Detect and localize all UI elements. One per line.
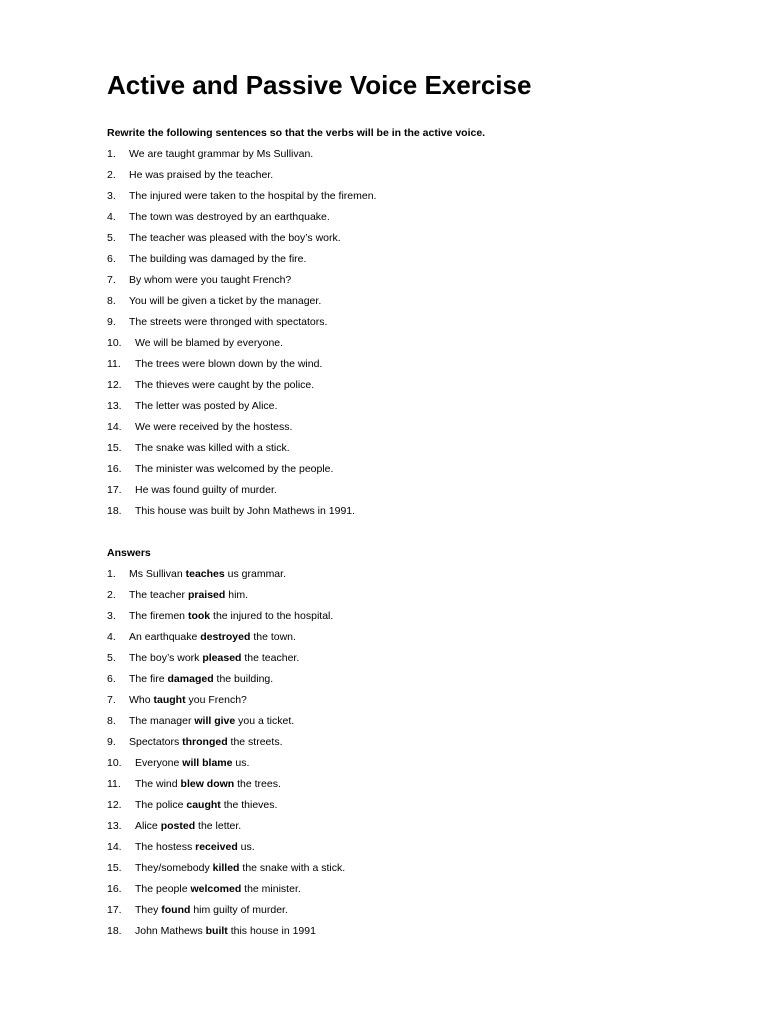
question-text: The minister was welcomed by the people.: [135, 463, 334, 475]
answer-text-before: John Mathews: [135, 925, 206, 937]
answer-text-before: The teacher: [129, 589, 188, 601]
question-text: The injured were taken to the hospital by the firemen.: [129, 190, 377, 202]
question-item: [107, 482, 376, 503]
answer-text-before: Ms Sullivan: [129, 568, 186, 580]
question-item: [107, 251, 376, 272]
question-text: The thieves were caught by the police.: [135, 379, 315, 391]
exercise-instruction: Rewrite the following sentences so that the verbs will be in the active voice.: [107, 127, 486, 139]
answer-item: [107, 629, 345, 650]
question-item: [107, 167, 376, 188]
question-number: 18.: [107, 505, 122, 517]
question-text: The building was damaged by the fire.: [129, 253, 307, 265]
question-text: The town was destroyed by an earthquake.: [129, 211, 330, 223]
question-item: [107, 356, 376, 377]
answer-number: 13.: [107, 820, 122, 832]
answer-number: 16.: [107, 883, 122, 895]
answer-text-before: The fire: [129, 673, 168, 685]
answer-item: [107, 755, 345, 776]
answer-verb: destroyed: [200, 631, 251, 643]
answer-verb: found: [161, 904, 191, 916]
answer-verb: posted: [160, 820, 196, 832]
answer-number: 17.: [107, 904, 122, 916]
answer-text-before: They/somebody: [135, 862, 213, 874]
question-text: You will be given a ticket by the manager.: [129, 295, 322, 307]
question-number: 6.: [107, 253, 116, 265]
answer-item: [107, 566, 345, 587]
question-item: [107, 503, 376, 524]
answer-number: 14.: [107, 841, 122, 853]
answer-text-after: you French?: [185, 694, 247, 706]
answer-item: [107, 797, 345, 818]
question-item: [107, 398, 376, 419]
answer-item: [107, 818, 345, 839]
answer-item: [107, 671, 345, 692]
answer-item: [107, 608, 345, 629]
question-number: 16.: [107, 463, 122, 475]
answer-text-after: us.: [232, 757, 250, 769]
page-title: Active and Passive Voice Exercise: [107, 70, 532, 100]
question-text: He was found guilty of murder.: [135, 484, 277, 496]
answer-number: 3.: [107, 610, 116, 622]
answer-number: 7.: [107, 694, 116, 706]
question-number: 12.: [107, 379, 122, 391]
answer-text-after: the snake with a stick.: [239, 862, 346, 874]
question-item: [107, 146, 376, 167]
question-item: [107, 440, 376, 461]
question-number: 15.: [107, 442, 122, 454]
question-number: 5.: [107, 232, 116, 244]
answer-number: 11.: [107, 778, 121, 790]
answer-verb: took: [187, 610, 211, 622]
answer-verb: teaches: [185, 568, 225, 580]
answer-number: 6.: [107, 673, 116, 685]
answer-text-before: Spectators: [129, 736, 183, 748]
question-number: 1.: [107, 148, 116, 160]
answer-verb: pleased: [202, 652, 242, 664]
question-number: 9.: [107, 316, 116, 328]
answer-item: [107, 860, 345, 881]
question-number: 14.: [107, 421, 122, 433]
answer-text-after: the teacher.: [241, 652, 300, 664]
question-item: [107, 377, 376, 398]
answer-number: 4.: [107, 631, 116, 643]
answer-verb: built: [205, 925, 228, 937]
answer-verb: will give: [194, 715, 236, 727]
answer-text-before: The manager: [129, 715, 195, 727]
answer-text-after: the trees.: [234, 778, 281, 790]
answer-verb: killed: [212, 862, 240, 874]
question-item: [107, 335, 376, 356]
question-item: [107, 314, 376, 335]
answer-item: [107, 713, 345, 734]
question-number: 13.: [107, 400, 122, 412]
answer-text-before: The hostess: [135, 841, 196, 853]
answer-text-before: The police: [135, 799, 187, 811]
question-number: 7.: [107, 274, 116, 286]
answer-text-after: the letter.: [195, 820, 242, 832]
answer-list: [107, 566, 345, 944]
answer-text-after: the thieves.: [220, 799, 278, 811]
answer-number: 12.: [107, 799, 122, 811]
question-item: [107, 293, 376, 314]
question-text: The trees were blown down by the wind.: [135, 358, 323, 370]
answer-text-before: The boy’s work: [129, 652, 203, 664]
answer-number: 5.: [107, 652, 116, 664]
question-number: 3.: [107, 190, 116, 202]
answer-verb: welcomed: [190, 883, 242, 895]
answer-verb: damaged: [167, 673, 214, 685]
question-text: We will be blamed by everyone.: [135, 337, 284, 349]
answer-text-after: the minister.: [241, 883, 301, 895]
question-number: 4.: [107, 211, 116, 223]
question-number: 2.: [107, 169, 116, 181]
answer-text-after: us.: [237, 841, 255, 853]
answer-item: [107, 902, 345, 923]
question-number: 11.: [107, 358, 121, 370]
answer-verb: caught: [186, 799, 221, 811]
answer-verb: will blame: [182, 757, 233, 769]
question-number: 10.: [107, 337, 122, 349]
answer-item: [107, 839, 345, 860]
answers-heading: Answers: [107, 547, 151, 559]
question-text: The teacher was pleased with the boy’s work.: [129, 232, 341, 244]
answer-item: [107, 734, 345, 755]
answer-text-after: this house in 1991: [227, 925, 316, 937]
answer-text-after: you a ticket.: [235, 715, 295, 727]
answer-number: 2.: [107, 589, 116, 601]
question-text: We were received by the hostess.: [135, 421, 293, 433]
answer-text-before: An earthquake: [129, 631, 201, 643]
answer-text-before: Everyone: [135, 757, 183, 769]
question-text: He was praised by the teacher.: [129, 169, 274, 181]
answer-text-after: him.: [225, 589, 249, 601]
question-list: [107, 146, 376, 524]
question-item: [107, 461, 376, 482]
answer-text-before: They: [135, 904, 162, 916]
answer-number: 8.: [107, 715, 116, 727]
question-text: We are taught grammar by Ms Sullivan.: [129, 148, 314, 160]
question-text: The snake was killed with a stick.: [135, 442, 290, 454]
question-text: The streets were thronged with spectators.: [129, 316, 328, 328]
answer-text-before: The people: [135, 883, 191, 895]
answer-item: [107, 587, 345, 608]
answer-verb: taught: [153, 694, 186, 706]
answer-number: 18.: [107, 925, 122, 937]
question-text: This house was built by John Mathews in 1991.: [135, 505, 356, 517]
answer-text-after: him guilty of murder.: [190, 904, 288, 916]
question-item: [107, 419, 376, 440]
answer-text-after: the building.: [213, 673, 274, 685]
answer-item: [107, 776, 345, 797]
answer-number: 10.: [107, 757, 122, 769]
answer-text-before: Who: [129, 694, 154, 706]
answer-number: 1.: [107, 568, 116, 580]
question-item: [107, 188, 376, 209]
answer-text-before: The wind: [135, 778, 181, 790]
answer-verb: thronged: [182, 736, 228, 748]
answer-text-before: Alice: [135, 820, 161, 832]
answer-item: [107, 881, 345, 902]
answer-verb: blew down: [180, 778, 235, 790]
question-number: 8.: [107, 295, 116, 307]
question-item: [107, 272, 376, 293]
answer-text-after: the town.: [250, 631, 296, 643]
question-item: [107, 230, 376, 251]
question-text: The letter was posted by Alice.: [135, 400, 278, 412]
answer-number: 15.: [107, 862, 122, 874]
question-item: [107, 209, 376, 230]
answer-item: [107, 923, 345, 944]
answer-item: [107, 692, 345, 713]
answer-text-after: us grammar.: [224, 568, 286, 580]
answer-number: 9.: [107, 736, 116, 748]
answer-text-before: The firemen: [129, 610, 188, 622]
question-text: By whom were you taught French?: [129, 274, 292, 286]
question-number: 17.: [107, 484, 122, 496]
answer-item: [107, 650, 345, 671]
answer-text-after: the streets.: [227, 736, 283, 748]
answer-verb: praised: [187, 589, 226, 601]
answer-text-after: the injured to the hospital.: [210, 610, 334, 622]
answer-verb: received: [195, 841, 238, 853]
